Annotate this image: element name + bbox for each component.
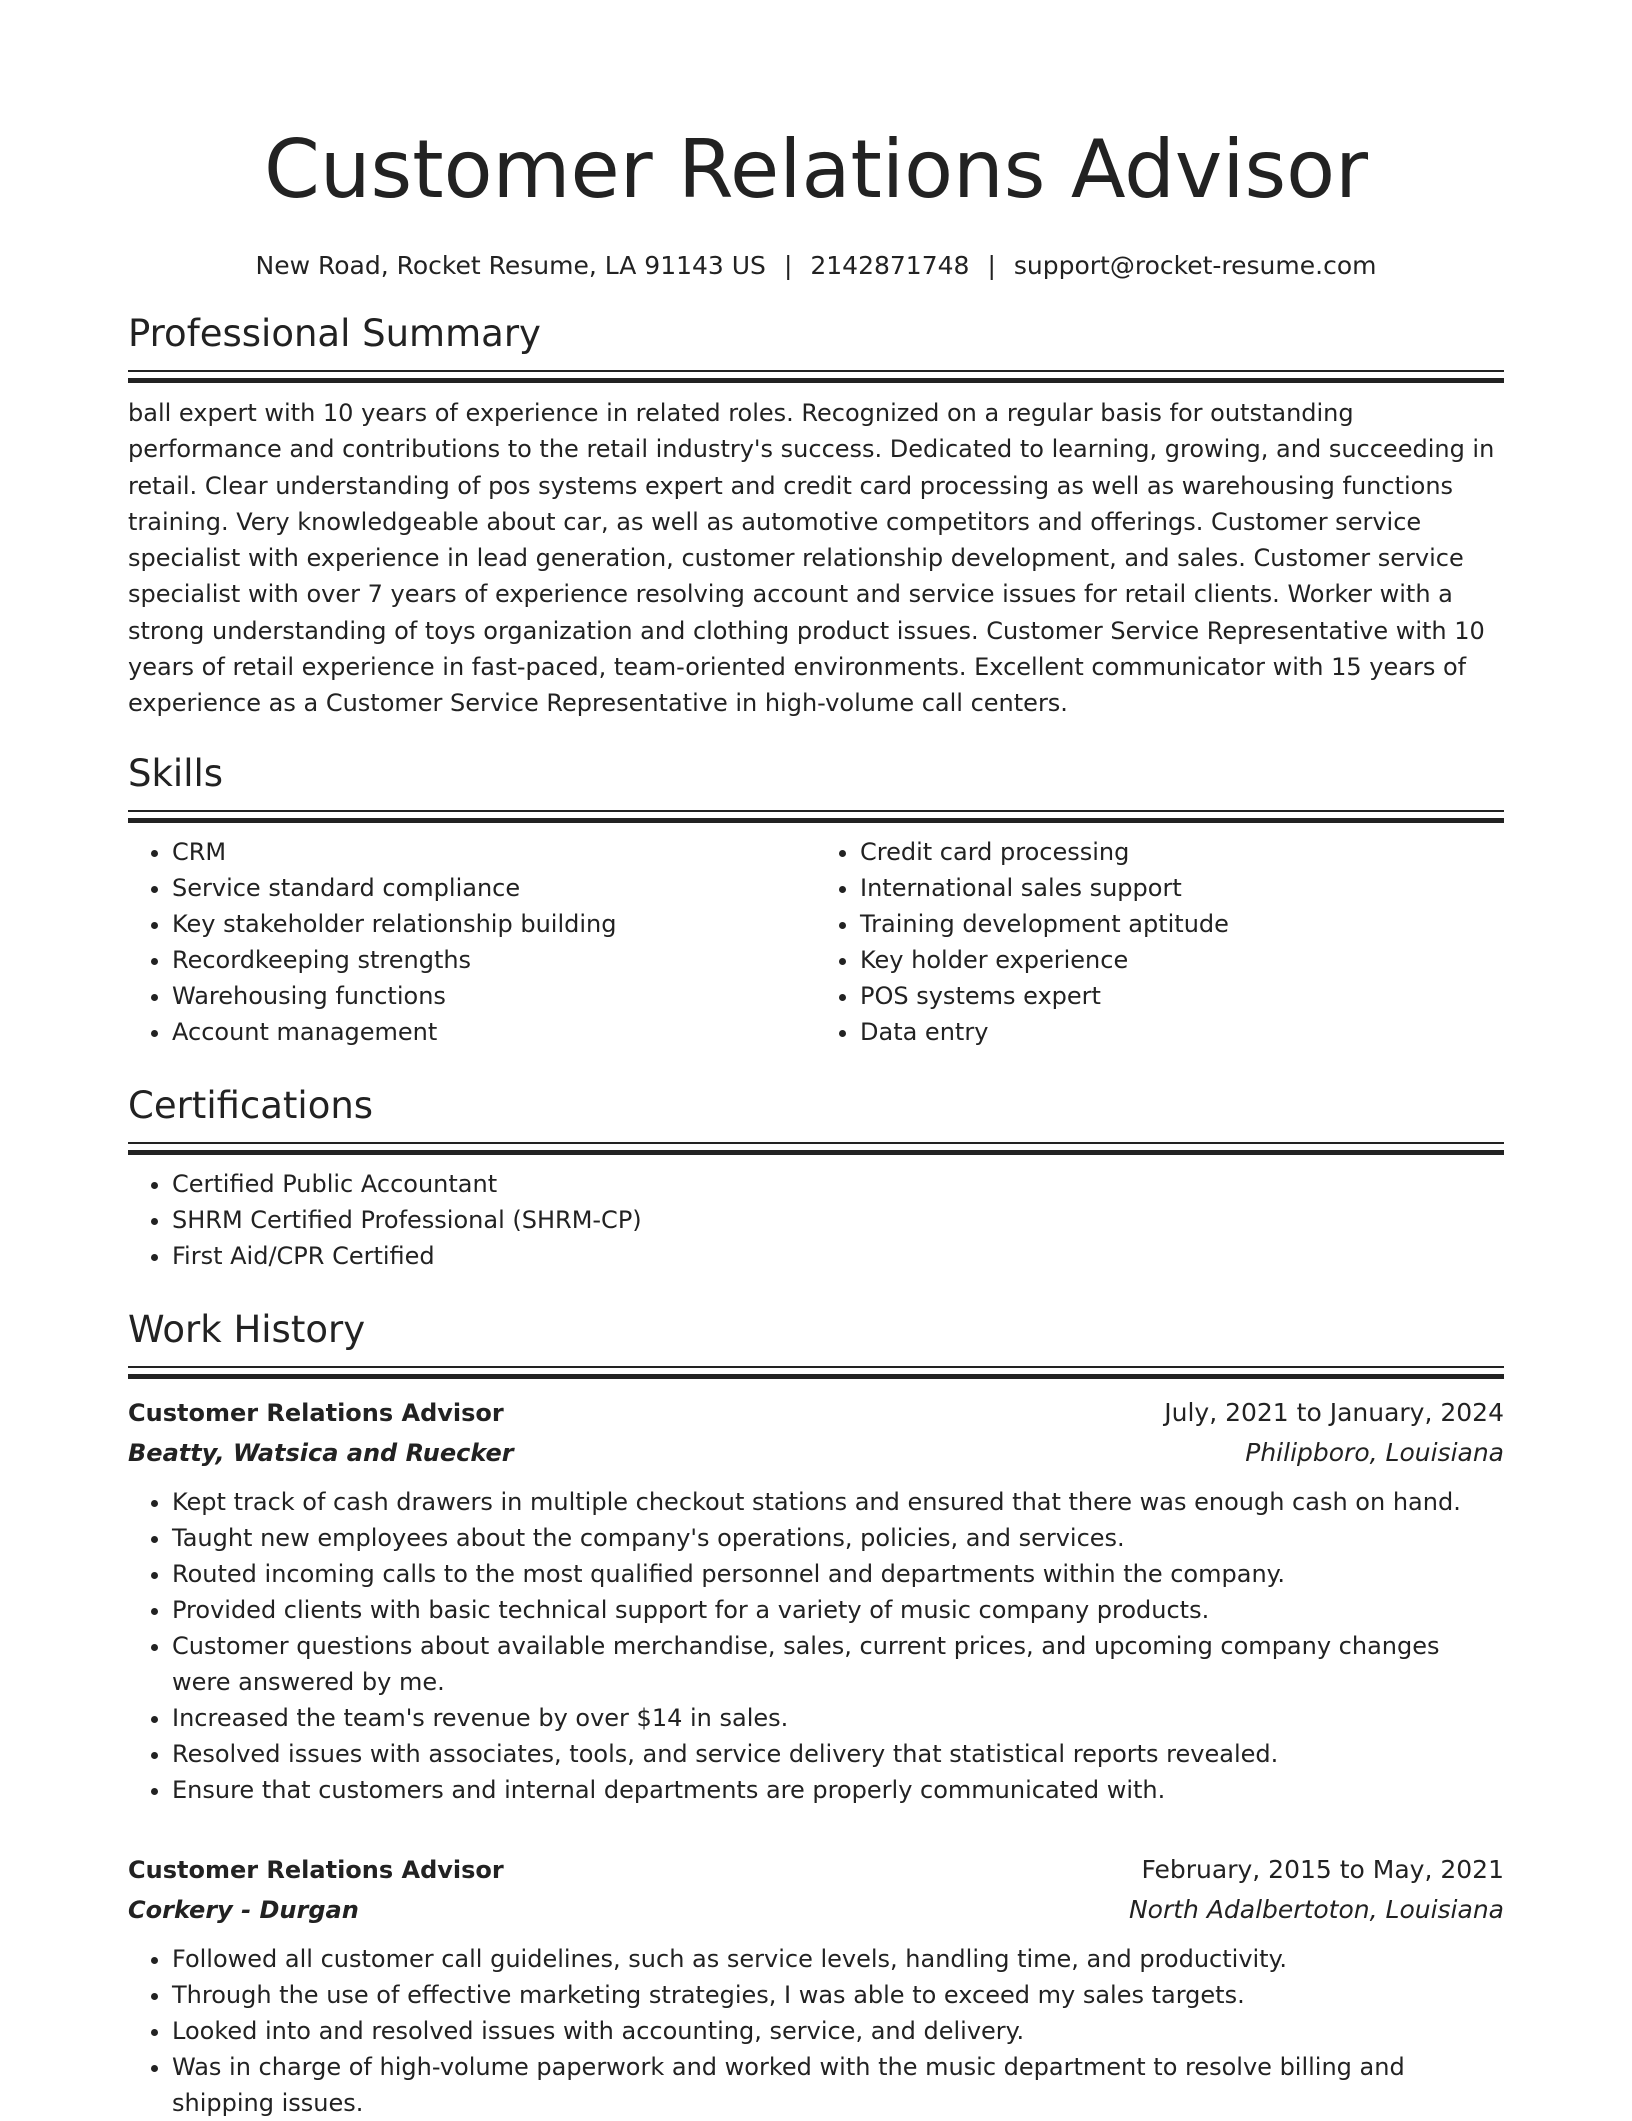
job-bullet: • Resolved issues with associates, tools, and service delivery that statistical reports revealed. bbox=[172, 1736, 1504, 1772]
resume-page bbox=[128, 0, 1504, 2117]
job-bullet: • Customer questions about available merchandise, sales, current prices, and upcoming company changes were answered by me. bbox=[172, 1628, 1504, 1700]
skills-columns bbox=[128, 834, 1504, 1050]
contact-address: New Road, Rocket Resume, LA 91143 US bbox=[255, 251, 766, 280]
skill-item: • Key holder experience bbox=[860, 942, 1504, 978]
job-dates: February, 2015 to May, 2021 bbox=[1141, 1855, 1504, 1884]
certifications-section bbox=[128, 1082, 1504, 1274]
skill-item: • CRM bbox=[172, 834, 816, 870]
job-bullet: • Ensure that customers and internal departments are properly communicated with. bbox=[172, 1772, 1504, 1808]
job-bullet: • Taught new employees about the company's operations, policies, and services. bbox=[172, 1520, 1504, 1556]
job-dates: July, 2021 to January, 2024 bbox=[1164, 1398, 1504, 1427]
certification-item: • Certified Public Accountant bbox=[172, 1166, 1504, 1202]
job-company: Beatty, Watsica and Ruecker bbox=[128, 1439, 514, 1467]
section-divider bbox=[128, 1366, 1504, 1379]
job-location: Philipboro, Louisiana bbox=[1245, 1438, 1504, 1467]
contact-line bbox=[128, 250, 1504, 282]
skill-item: • Key stakeholder relationship building bbox=[172, 906, 816, 942]
job-header-row bbox=[128, 1850, 1504, 1890]
skill-item: • Credit card processing bbox=[860, 834, 1504, 870]
section-divider bbox=[128, 370, 1504, 383]
skill-item: • POS systems expert bbox=[860, 978, 1504, 1014]
section-title-summary: Professional Summary bbox=[128, 312, 541, 355]
work-history-section bbox=[128, 1306, 1504, 2117]
certification-item: • SHRM Certified Professional (SHRM-CP) bbox=[172, 1202, 1504, 1238]
job-company-row bbox=[128, 1890, 1504, 1930]
certifications-list bbox=[128, 1166, 1504, 1274]
section-divider bbox=[128, 1142, 1504, 1155]
job-bullet: • Provided clients with basic technical support for a variety of music company products. bbox=[172, 1592, 1504, 1628]
contact-phone: 2142871748 bbox=[810, 251, 970, 280]
job-bullet: • Kept track of cash drawers in multiple checkout stations and ensured that there was enough cash on hand. bbox=[172, 1484, 1504, 1520]
skill-item: • Training development aptitude bbox=[860, 906, 1504, 942]
skill-item: • Data entry bbox=[860, 1014, 1504, 1050]
section-title-work-history: Work History bbox=[128, 1308, 366, 1351]
section-title-certifications: Certifications bbox=[128, 1084, 374, 1127]
contact-separator: | bbox=[783, 251, 793, 280]
job-bullets bbox=[128, 1484, 1504, 1808]
job-company-row bbox=[128, 1433, 1504, 1473]
skills-section bbox=[128, 750, 1504, 1050]
job-title: Customer Relations Advisor bbox=[128, 1856, 504, 1884]
job-entry bbox=[128, 1850, 1504, 2121]
job-bullet: • Increased the team's revenue by over $14 in sales. bbox=[172, 1700, 1504, 1736]
job-bullet: • Through the use of effective marketing strategies, I was able to exceed my sales targets. bbox=[172, 1977, 1504, 2013]
section-title-skills: Skills bbox=[128, 752, 224, 795]
skill-item: • Service standard compliance bbox=[172, 870, 816, 906]
skills-list-left bbox=[128, 834, 816, 1050]
job-bullet: • Followed all customer call guidelines, such as service levels, handling time, and productivity. bbox=[172, 1941, 1504, 1977]
job-header-row bbox=[128, 1393, 1504, 1433]
skill-item: • Recordkeeping strengths bbox=[172, 942, 816, 978]
job-bullet: • Routed incoming calls to the most qualified personnel and departments within the company. bbox=[172, 1556, 1504, 1592]
contact-separator: | bbox=[987, 251, 996, 280]
summary-text: ball expert with 10 years of experience in related roles. Recognized on a regular basis for outstanding performance and contributions to the retail industry's success. Dedicated to learning, growing, and succeeding in retail. Clear understanding of pos systems expert and credit card processing as well as warehousing functions training. Very knowledgeable about car, as well as automotive competitors and offerings. Customer service specialist with experience in lead generation, customer relationship development, and sales. Customer service specialist with over 7 years of experience resolving account and service issues for retail clients. Worker with a strong understanding of toys organization and clothing product issues. Customer Service Representative with 10 years of retail experience in fast-paced, team-oriented environments. Excellent communicator with 15 years of experience as a Customer Service Representative in high-volume call centers. bbox=[128, 399, 1495, 718]
skills-list-right bbox=[816, 834, 1504, 1050]
resume-name: Customer Relations Advisor bbox=[263, 123, 1369, 216]
contact-email: support@rocket-resume.com bbox=[1013, 251, 1377, 280]
job-title: Customer Relations Advisor bbox=[128, 1399, 504, 1427]
section-divider bbox=[128, 810, 1504, 823]
job-location: North Adalbertoton, Louisiana bbox=[1128, 1895, 1504, 1924]
job-bullet: • Was in charge of high-volume paperwork and worked with the music department to resolve billing and shipping issues. bbox=[172, 2049, 1504, 2121]
skill-item: • International sales support bbox=[860, 870, 1504, 906]
skill-item: • Warehousing functions bbox=[172, 978, 816, 1014]
certification-item: • First Aid/CPR Certified bbox=[172, 1238, 1504, 1274]
job-bullets bbox=[128, 1941, 1504, 2121]
job-company: Corkery - Durgan bbox=[128, 1896, 359, 1924]
skill-item: • Account management bbox=[172, 1014, 816, 1050]
job-bullet: • Looked into and resolved issues with accounting, service, and delivery. bbox=[172, 2013, 1504, 2049]
job-entry bbox=[128, 1393, 1504, 1808]
summary-section bbox=[128, 310, 1504, 722]
